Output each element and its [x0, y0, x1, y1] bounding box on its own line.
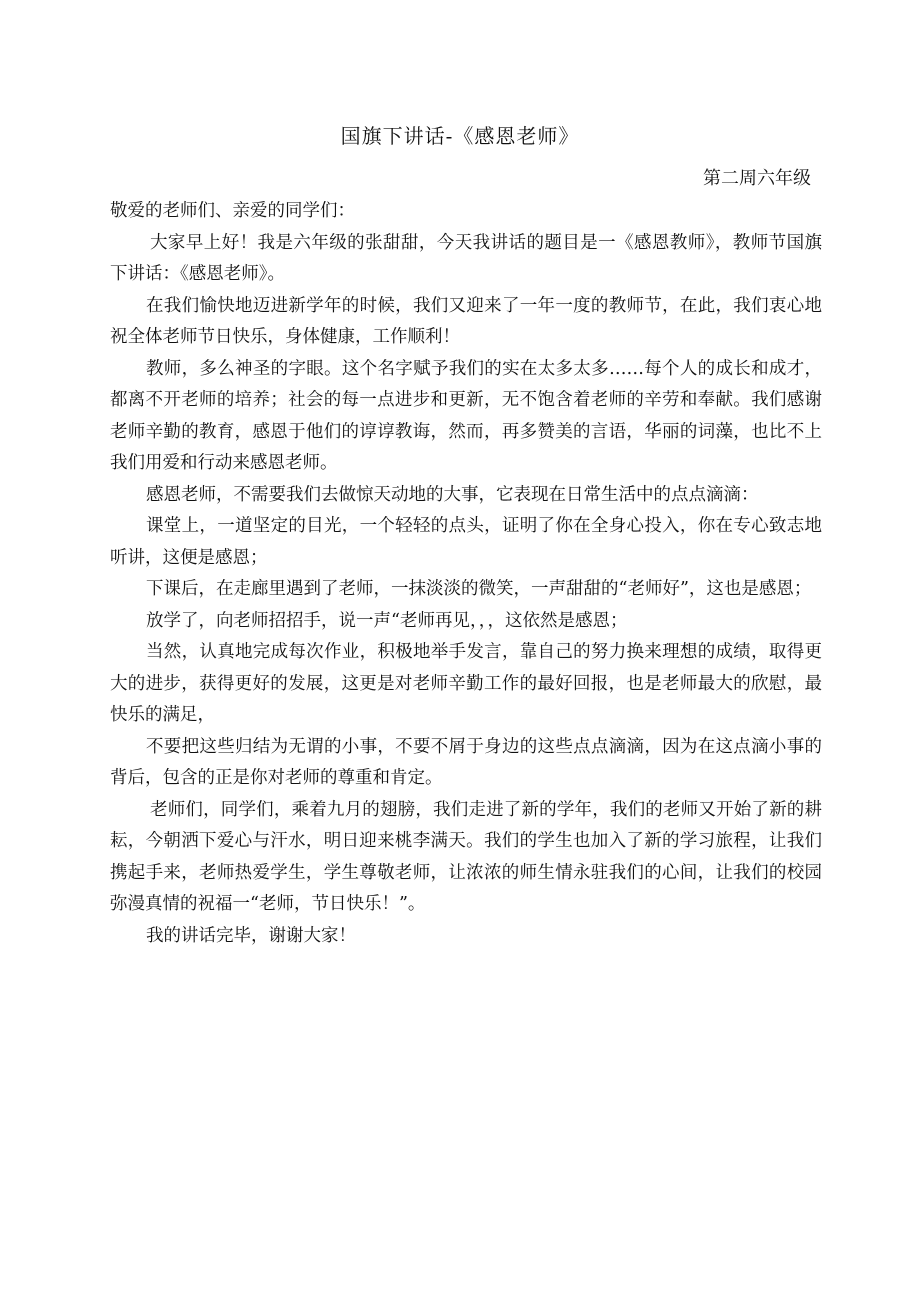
body-paragraph: 老师们，同学们，乘着九月的翅膀，我们走进了新的学年，我们的老师又开始了新的耕耘，今朝洒下爱心与汗水，明日迎来桃李满天。我们的学生也加入了新的学习旅程，让我们携起手来，老师热爱学生，学生尊敬老师，让浓浓的师生情永驻我们的心间，让我们的校园弥漫真情的祝福一“老师，节日快乐！”。	[110, 799, 822, 914]
body-paragraph: 下课后，在走廊里遇到了老师，一抹淡淡的微笑，一声甜甜的“老师好”，这也是感恩；	[146, 579, 812, 599]
body-paragraph: 在我们愉快地迈进新学年的时候，我们又迎来了一年一度的教师节，在此，我们衷心地祝全体老师节日快乐，身体健康，工作顺利！	[110, 295, 822, 347]
grade-label: 第二周六年级	[703, 168, 811, 189]
body-paragraph: 放学了，向老师招招手，说一声“老师再见，，，这依然是感恩；	[146, 610, 628, 631]
body-paragraph: 感恩老师，不需要我们去做惊天动地的大事，它表现在日常生活中的点点滴滴：	[146, 484, 759, 505]
speech-body	[110, 196, 822, 952]
body-paragraph: 不要把这些归结为无谓的小事，不要不屑于身边的这些点点滴滴，因为在这点滴小事的背后，包含的正是你对老师的尊重和肯定。	[110, 736, 822, 788]
body-paragraph: 当然，认真地完成每次作业，积极地举手发言，靠自己的努力换来理想的成绩，取得更大的进步，获得更好的发展，这更是对老师辛勤工作的最好回报，也是老师最大的欣慰，最快乐的满足，	[110, 642, 822, 725]
document-title: 国旗下讲话-《感恩老师》	[340, 124, 580, 148]
closing-paragraph: 我的讲话完毕，谢谢大家！	[146, 925, 356, 946]
body-paragraph: 课堂上，一道坚定的目光，一个轻轻的点头，证明了你在全身心投入，你在专心致志地听讲，这便是感恩；	[110, 516, 822, 568]
greeting-paragraph: 敬爱的老师们、亲爱的同学们：	[110, 201, 355, 221]
body-paragraph: 教师，多么神圣的字眼。这个名字赋予我们的实在太多太多……每个人的成长和成才，都离不开老师的培养；社会的每一点进步和更新，无不饱含着老师的辛劳和奉献。我们感谢老师辛勤的教育，感恩于他们的谆谆教诲，然而，再多赞美的言语，华丽的词藻，也比不上我们用爱和行动来感恩老师。	[110, 358, 822, 473]
body-paragraph: 大家早上好！我是六年级的张甜甜，今天我讲话的题目是一《感恩教师》，教师节国旗下讲话：《感恩老师》。	[110, 232, 822, 284]
